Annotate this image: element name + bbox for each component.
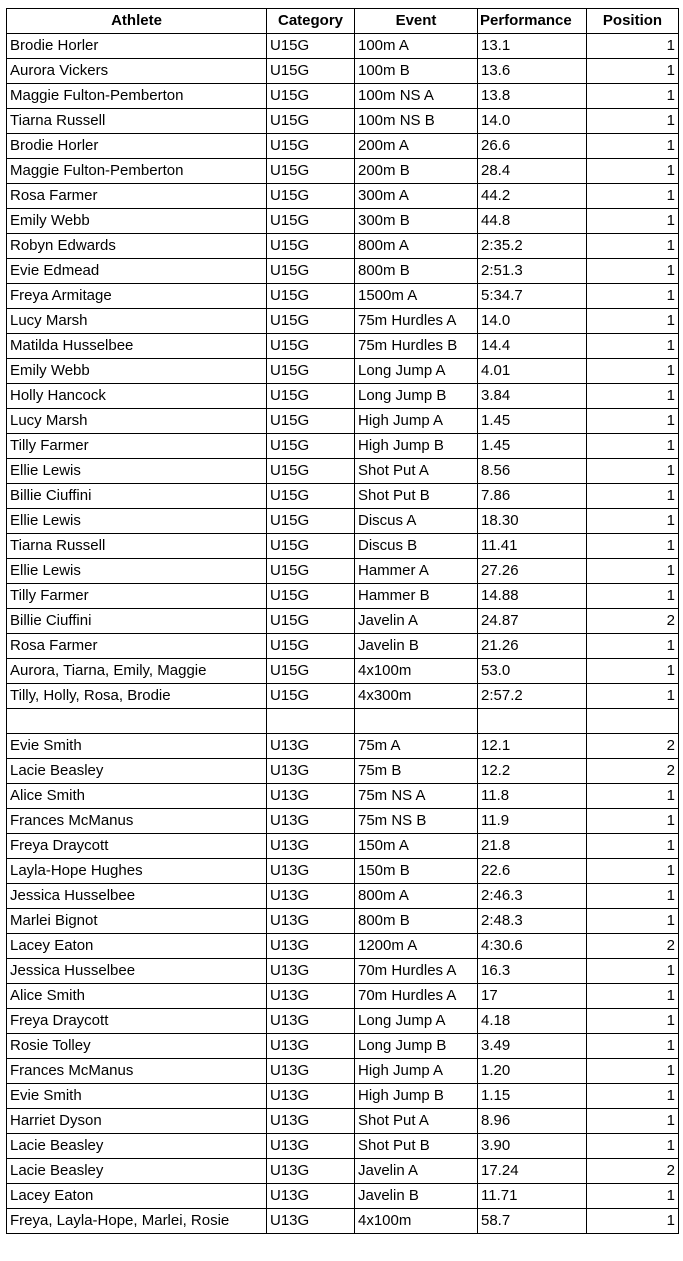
event-cell: 4x100m [355, 1208, 478, 1233]
table-row [7, 334, 679, 359]
performance-cell: 2:46.3 [478, 883, 587, 908]
position-cell: 1 [587, 359, 679, 384]
event-cell: 300m A [355, 184, 478, 209]
table-row [7, 459, 679, 484]
performance-cell: 4.18 [478, 1008, 587, 1033]
table-row [7, 484, 679, 509]
position-cell: 1 [587, 808, 679, 833]
category-cell: U13G [267, 908, 355, 933]
table-row [7, 234, 679, 259]
category-cell: U15G [267, 159, 355, 184]
category-cell: U13G [267, 983, 355, 1008]
category-cell: U13G [267, 1033, 355, 1058]
athlete-cell: Billie Ciuffini [7, 609, 267, 634]
category-cell: U13G [267, 883, 355, 908]
event-cell: 200m A [355, 134, 478, 159]
performance-cell: 14.4 [478, 334, 587, 359]
athlete-cell: Aurora Vickers [7, 59, 267, 84]
event-cell: 4x300m [355, 684, 478, 709]
category-cell: U15G [267, 59, 355, 84]
event-cell: 100m B [355, 59, 478, 84]
position-cell: 1 [587, 109, 679, 134]
event-header: Event [355, 9, 478, 34]
category-cell: U15G [267, 384, 355, 409]
event-cell: 75m A [355, 733, 478, 758]
position-cell: 1 [587, 983, 679, 1008]
performance-cell: 21.26 [478, 634, 587, 659]
performance-cell: 12.2 [478, 758, 587, 783]
event-cell [355, 709, 478, 734]
category-cell: U15G [267, 309, 355, 334]
performance-cell: 14.0 [478, 309, 587, 334]
category-cell: U15G [267, 684, 355, 709]
position-cell: 1 [587, 634, 679, 659]
category-cell: U13G [267, 1083, 355, 1108]
category-cell: U13G [267, 1008, 355, 1033]
event-cell: Shot Put A [355, 459, 478, 484]
table-row [7, 159, 679, 184]
table-row [7, 1083, 679, 1108]
table-row [7, 684, 679, 709]
table-row [7, 983, 679, 1008]
table-row [7, 833, 679, 858]
athlete-cell: Freya Armitage [7, 284, 267, 309]
performance-cell: 2:57.2 [478, 684, 587, 709]
event-cell: 75m Hurdles B [355, 334, 478, 359]
position-cell: 1 [587, 384, 679, 409]
performance-cell: 1.20 [478, 1058, 587, 1083]
position-cell: 1 [587, 1183, 679, 1208]
athlete-cell [7, 709, 267, 734]
category-cell: U15G [267, 334, 355, 359]
event-cell: Shot Put A [355, 1108, 478, 1133]
position-cell: 1 [587, 908, 679, 933]
table-row [7, 309, 679, 334]
table-row [7, 584, 679, 609]
table-row [7, 733, 679, 758]
event-cell: Long Jump B [355, 1033, 478, 1058]
athlete-cell: Tilly, Holly, Rosa, Brodie [7, 684, 267, 709]
athlete-cell: Emily Webb [7, 359, 267, 384]
athlete-cell: Freya Draycott [7, 1008, 267, 1033]
athlete-cell: Lucy Marsh [7, 309, 267, 334]
category-cell: U15G [267, 234, 355, 259]
position-cell: 1 [587, 259, 679, 284]
position-cell: 1 [587, 34, 679, 59]
position-cell: 1 [587, 409, 679, 434]
performance-cell: 44.8 [478, 209, 587, 234]
table-row [7, 359, 679, 384]
event-cell: Discus A [355, 509, 478, 534]
table-row [7, 783, 679, 808]
category-cell: U15G [267, 559, 355, 584]
athlete-cell: Frances McManus [7, 808, 267, 833]
performance-cell: 12.1 [478, 733, 587, 758]
performance-cell: 14.88 [478, 584, 587, 609]
category-cell: U15G [267, 434, 355, 459]
event-cell: Shot Put B [355, 484, 478, 509]
event-cell: 1500m A [355, 284, 478, 309]
event-cell: 75m B [355, 758, 478, 783]
table-row [7, 1058, 679, 1083]
event-cell: 100m A [355, 34, 478, 59]
event-cell: Long Jump B [355, 384, 478, 409]
athlete-cell: Lucy Marsh [7, 409, 267, 434]
position-header: Position [587, 9, 679, 34]
category-cell: U15G [267, 134, 355, 159]
position-cell: 1 [587, 459, 679, 484]
athlete-cell: Jessica Husselbee [7, 958, 267, 983]
category-cell: U13G [267, 1133, 355, 1158]
position-cell: 1 [587, 309, 679, 334]
position-cell: 1 [587, 84, 679, 109]
event-cell: High Jump A [355, 409, 478, 434]
athlete-cell: Jessica Husselbee [7, 883, 267, 908]
table-row [7, 284, 679, 309]
category-cell: U15G [267, 534, 355, 559]
table-row [7, 1008, 679, 1033]
event-cell: 4x100m [355, 659, 478, 684]
performance-cell: 11.41 [478, 534, 587, 559]
athlete-cell: Billie Ciuffini [7, 484, 267, 509]
category-header: Category [267, 9, 355, 34]
position-cell: 1 [587, 1108, 679, 1133]
position-cell: 2 [587, 758, 679, 783]
table-row [7, 758, 679, 783]
event-cell: Javelin B [355, 1183, 478, 1208]
category-cell: U13G [267, 1208, 355, 1233]
performance-cell: 2:48.3 [478, 908, 587, 933]
athlete-cell: Freya Draycott [7, 833, 267, 858]
event-cell: 200m B [355, 159, 478, 184]
event-cell: 75m Hurdles A [355, 309, 478, 334]
athlete-cell: Robyn Edwards [7, 234, 267, 259]
position-cell: 1 [587, 534, 679, 559]
performance-cell: 17 [478, 983, 587, 1008]
table-row [7, 1208, 679, 1233]
event-cell: Discus B [355, 534, 478, 559]
event-cell: 800m A [355, 234, 478, 259]
performance-cell: 13.8 [478, 84, 587, 109]
athlete-cell: Aurora, Tiarna, Emily, Maggie [7, 659, 267, 684]
table-row [7, 659, 679, 684]
performance-header: Performance [478, 9, 587, 34]
category-cell: U15G [267, 459, 355, 484]
performance-cell: 3.84 [478, 384, 587, 409]
event-cell: 800m B [355, 908, 478, 933]
header-row [7, 9, 679, 34]
event-cell: 150m A [355, 833, 478, 858]
table-row [7, 908, 679, 933]
table-row [7, 259, 679, 284]
performance-cell: 1.45 [478, 409, 587, 434]
athlete-cell: Alice Smith [7, 783, 267, 808]
category-cell: U15G [267, 209, 355, 234]
athlete-cell: Lacie Beasley [7, 758, 267, 783]
athlete-header: Athlete [7, 9, 267, 34]
table-row [7, 808, 679, 833]
athlete-cell: Rosa Farmer [7, 184, 267, 209]
athlete-cell: Layla-Hope Hughes [7, 858, 267, 883]
athlete-cell: Brodie Horler [7, 134, 267, 159]
athlete-cell: Lacie Beasley [7, 1133, 267, 1158]
table-row [7, 609, 679, 634]
position-cell: 1 [587, 1208, 679, 1233]
position-cell: 1 [587, 484, 679, 509]
table-row [7, 384, 679, 409]
performance-cell: 3.49 [478, 1033, 587, 1058]
performance-cell: 7.86 [478, 484, 587, 509]
category-cell: U13G [267, 783, 355, 808]
category-cell: U15G [267, 34, 355, 59]
athlete-cell: Lacey Eaton [7, 1183, 267, 1208]
category-cell: U15G [267, 284, 355, 309]
event-cell: High Jump B [355, 1083, 478, 1108]
athlete-cell: Lacie Beasley [7, 1158, 267, 1183]
category-cell: U15G [267, 659, 355, 684]
position-cell: 1 [587, 234, 679, 259]
athlete-cell: Ellie Lewis [7, 459, 267, 484]
event-cell: 150m B [355, 858, 478, 883]
athlete-cell: Tiarna Russell [7, 534, 267, 559]
athlete-cell: Ellie Lewis [7, 509, 267, 534]
table-row [7, 84, 679, 109]
athlete-cell: Matilda Husselbee [7, 334, 267, 359]
position-cell: 2 [587, 1158, 679, 1183]
performance-cell: 21.8 [478, 833, 587, 858]
event-cell: High Jump B [355, 434, 478, 459]
category-cell: U13G [267, 958, 355, 983]
category-cell: U15G [267, 509, 355, 534]
performance-cell: 26.6 [478, 134, 587, 159]
performance-cell [478, 709, 587, 734]
table-row [7, 59, 679, 84]
category-cell: U13G [267, 933, 355, 958]
event-cell: 800m B [355, 259, 478, 284]
table-row [7, 858, 679, 883]
athlete-cell: Tiarna Russell [7, 109, 267, 134]
category-cell: U15G [267, 184, 355, 209]
category-cell: U15G [267, 484, 355, 509]
category-cell: U15G [267, 84, 355, 109]
athlete-cell: Evie Smith [7, 733, 267, 758]
athlete-cell: Tilly Farmer [7, 434, 267, 459]
performance-cell: 5:34.7 [478, 284, 587, 309]
position-cell: 1 [587, 334, 679, 359]
table-row [7, 534, 679, 559]
performance-cell: 8.96 [478, 1108, 587, 1133]
table-row [7, 709, 679, 734]
performance-cell: 44.2 [478, 184, 587, 209]
event-cell: 100m NS B [355, 109, 478, 134]
athlete-cell: Rosa Farmer [7, 634, 267, 659]
athlete-cell: Harriet Dyson [7, 1108, 267, 1133]
table-row [7, 559, 679, 584]
performance-cell: 16.3 [478, 958, 587, 983]
performance-cell: 11.8 [478, 783, 587, 808]
athlete-cell: Brodie Horler [7, 34, 267, 59]
position-cell: 1 [587, 858, 679, 883]
event-cell: 800m A [355, 883, 478, 908]
table-row [7, 209, 679, 234]
event-cell: High Jump A [355, 1058, 478, 1083]
table-row [7, 1158, 679, 1183]
category-cell: U13G [267, 1058, 355, 1083]
category-cell: U13G [267, 808, 355, 833]
athlete-cell: Marlei Bignot [7, 908, 267, 933]
athlete-cell: Freya, Layla-Hope, Marlei, Rosie [7, 1208, 267, 1233]
position-cell: 1 [587, 284, 679, 309]
event-cell: 300m B [355, 209, 478, 234]
position-cell: 1 [587, 434, 679, 459]
position-cell: 2 [587, 609, 679, 634]
results-table [6, 8, 679, 1234]
category-cell: U15G [267, 109, 355, 134]
position-cell: 1 [587, 559, 679, 584]
athlete-cell: Frances McManus [7, 1058, 267, 1083]
category-cell: U15G [267, 259, 355, 284]
position-cell: 1 [587, 783, 679, 808]
performance-cell: 11.71 [478, 1183, 587, 1208]
position-cell: 1 [587, 684, 679, 709]
position-cell: 1 [587, 134, 679, 159]
position-cell: 1 [587, 184, 679, 209]
performance-cell: 22.6 [478, 858, 587, 883]
category-cell: U15G [267, 359, 355, 384]
performance-cell: 1.15 [478, 1083, 587, 1108]
table-row [7, 1183, 679, 1208]
table-row [7, 184, 679, 209]
position-cell: 2 [587, 733, 679, 758]
performance-cell: 3.90 [478, 1133, 587, 1158]
position-cell [587, 709, 679, 734]
table-row [7, 134, 679, 159]
performance-cell: 53.0 [478, 659, 587, 684]
position-cell: 1 [587, 584, 679, 609]
event-cell: 70m Hurdles A [355, 958, 478, 983]
event-cell: Hammer A [355, 559, 478, 584]
performance-cell: 2:35.2 [478, 234, 587, 259]
category-cell: U13G [267, 733, 355, 758]
position-cell: 1 [587, 159, 679, 184]
athlete-cell: Maggie Fulton-Pemberton [7, 84, 267, 109]
category-cell: U13G [267, 1158, 355, 1183]
event-cell: Long Jump A [355, 359, 478, 384]
event-cell: Long Jump A [355, 1008, 478, 1033]
performance-cell: 24.87 [478, 609, 587, 634]
event-cell: Javelin B [355, 634, 478, 659]
category-cell [267, 709, 355, 734]
athlete-cell: Evie Edmead [7, 259, 267, 284]
athlete-cell: Emily Webb [7, 209, 267, 234]
table-row [7, 434, 679, 459]
position-cell: 1 [587, 1133, 679, 1158]
performance-cell: 4.01 [478, 359, 587, 384]
position-cell: 1 [587, 883, 679, 908]
athlete-cell: Maggie Fulton-Pemberton [7, 159, 267, 184]
table-row [7, 1108, 679, 1133]
category-cell: U15G [267, 634, 355, 659]
event-cell: Javelin A [355, 609, 478, 634]
table-row [7, 509, 679, 534]
event-cell: 1200m A [355, 933, 478, 958]
performance-cell: 2:51.3 [478, 259, 587, 284]
performance-cell: 27.26 [478, 559, 587, 584]
event-cell: 75m NS B [355, 808, 478, 833]
athlete-cell: Evie Smith [7, 1083, 267, 1108]
performance-cell: 1.45 [478, 434, 587, 459]
category-cell: U15G [267, 584, 355, 609]
category-cell: U15G [267, 409, 355, 434]
position-cell: 1 [587, 958, 679, 983]
performance-cell: 28.4 [478, 159, 587, 184]
event-cell: Javelin A [355, 1158, 478, 1183]
table-row [7, 1133, 679, 1158]
table-row [7, 109, 679, 134]
table-row [7, 958, 679, 983]
category-cell: U13G [267, 858, 355, 883]
position-cell: 1 [587, 833, 679, 858]
event-cell: 75m NS A [355, 783, 478, 808]
position-cell: 2 [587, 933, 679, 958]
position-cell: 1 [587, 659, 679, 684]
athlete-cell: Rosie Tolley [7, 1033, 267, 1058]
athlete-cell: Holly Hancock [7, 384, 267, 409]
athlete-cell: Lacey Eaton [7, 933, 267, 958]
table-row [7, 34, 679, 59]
event-cell: 70m Hurdles A [355, 983, 478, 1008]
performance-cell: 4:30.6 [478, 933, 587, 958]
category-cell: U15G [267, 609, 355, 634]
athlete-cell: Ellie Lewis [7, 559, 267, 584]
performance-cell: 13.1 [478, 34, 587, 59]
category-cell: U13G [267, 1183, 355, 1208]
position-cell: 1 [587, 209, 679, 234]
performance-cell: 8.56 [478, 459, 587, 484]
position-cell: 1 [587, 509, 679, 534]
category-cell: U13G [267, 833, 355, 858]
performance-cell: 17.24 [478, 1158, 587, 1183]
event-cell: Hammer B [355, 584, 478, 609]
performance-cell: 13.6 [478, 59, 587, 84]
table-row [7, 933, 679, 958]
event-cell: Shot Put B [355, 1133, 478, 1158]
performance-cell: 14.0 [478, 109, 587, 134]
performance-cell: 11.9 [478, 808, 587, 833]
category-cell: U13G [267, 1108, 355, 1133]
athlete-cell: Alice Smith [7, 983, 267, 1008]
athlete-cell: Tilly Farmer [7, 584, 267, 609]
category-cell: U13G [267, 758, 355, 783]
position-cell: 1 [587, 1033, 679, 1058]
table-row [7, 634, 679, 659]
performance-cell: 58.7 [478, 1208, 587, 1233]
event-cell: 100m NS A [355, 84, 478, 109]
position-cell: 1 [587, 1058, 679, 1083]
performance-cell: 18.30 [478, 509, 587, 534]
position-cell: 1 [587, 1008, 679, 1033]
table-row [7, 883, 679, 908]
table-row [7, 1033, 679, 1058]
table-row [7, 409, 679, 434]
position-cell: 1 [587, 1083, 679, 1108]
position-cell: 1 [587, 59, 679, 84]
